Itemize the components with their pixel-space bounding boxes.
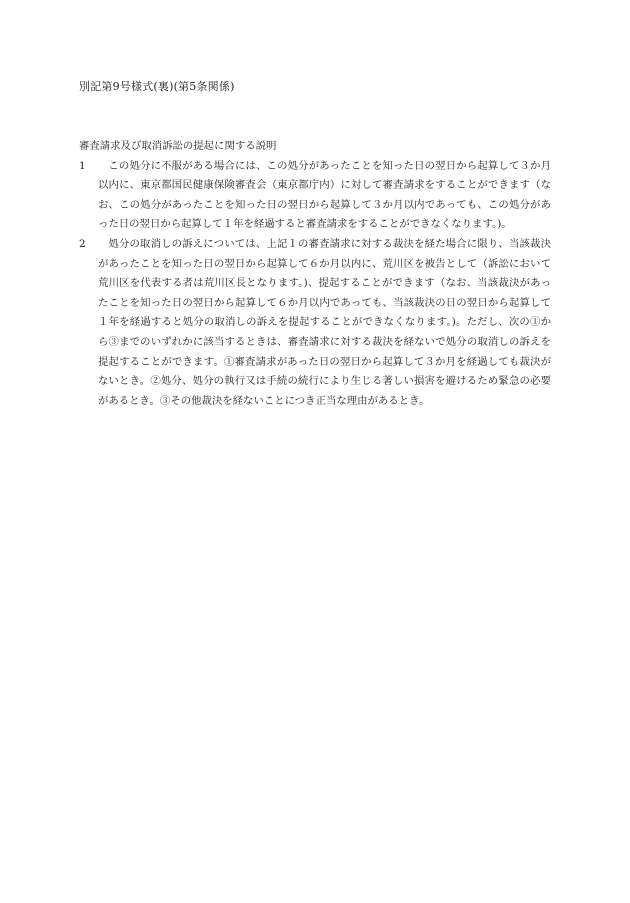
item-text: 処分の取消しの訴えについては、上記１の審査請求に対する裁決を経た場合に限り、当該裁決があったことを知った日の翌日から起算して６か月以内に、荒川区を被告として（訴訟において荒川区を代表する者は荒川区長となります。)、提起することができます（なお、当該裁決があったことを知った日の翌日から起算して６か月以内であっても、当該裁決の日の翌日から起算して１年を経過すると処分の取消しの訴えを提起することができなくなります。)。ただし、次の①から③までのいずれかに該当するときは、審査請求に対する裁決を経ないで処分の取消しの訴えを提起することができます。①審査請求があった日の翌日から起算して３か月を経過しても裁決がないとき。②処分、処分の執行又は手続の続行により生じる著しい損害を避けるため緊急の必要があるとき。③その他裁決を経ないことにつき正当な理由があるとき。: [98, 237, 551, 407]
item-text: この処分に不服がある場合には、この処分があったことを知った日の翌日から起算して３か月以内に、東京都国民健康保険審査会（東京都庁内）に対して審査請求をすることができます（なお、この処分があったことを知った日の翌日から起算して３か月以内であっても、この処分があった日の翌日から起算して１年を経過すると審査請求をすることができなくなります。)。: [98, 159, 551, 231]
list-item-2: [79, 235, 551, 411]
section-title: 審査請求及び取消訴訟の提起に関する説明: [79, 140, 277, 152]
form-header: 別記第9号様式(裏)(第5条関係): [79, 80, 235, 93]
item-number: 2: [79, 237, 86, 250]
explanation-section: [79, 137, 551, 411]
item-number: 1: [79, 159, 86, 172]
list-item-1: [79, 157, 551, 235]
